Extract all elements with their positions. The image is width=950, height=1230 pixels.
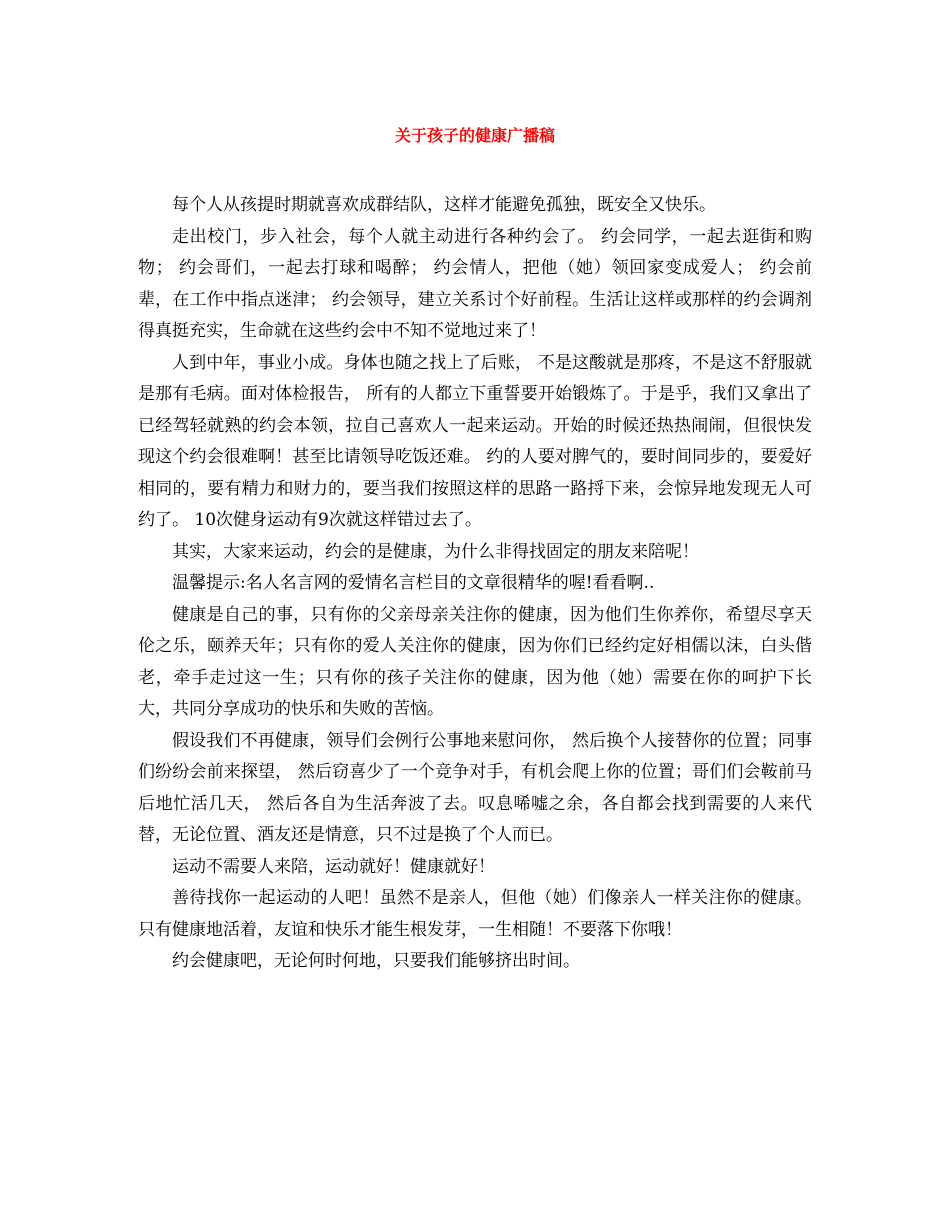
document-title: 关于孩子的健康广播稿 — [394, 126, 555, 145]
paragraph: 健康是自己的事，只有你的父亲母亲关注你的健康，因为他们生你养你，希望尽享天伦之乐，颐养天年；只有你的爱人关注你的健康，因为你们已经约定好相儒以沫，白头偕老，牵手走过这一生；只有你的孩子关注你的健康，因为他（她）需要在你的呵护下长大，共同分享成功的快乐和失败的苦恼。 — [138, 604, 812, 719]
document-body — [138, 190, 812, 978]
paragraph: 假设我们不再健康，领导们会例行公事地来慰问你， 然后换个人接替你的位置；同事们纷纷会前来探望， 然后窃喜少了一个竞争对手，有机会爬上你的位置；哥们们会鞍前马后地忙活几天， 然后各自为生活奔波了去。叹息唏嘘之余，各自都会找到需要的人来代替，无论位置、酒友还是情意，只不过是换了个人而已。 — [138, 730, 812, 845]
paragraph: 人到中年，事业小成。身体也随之找上了后账， 不是这酸就是那疼，不是这不舒服就是那有毛病。面对体检报告， 所有的人都立下重誓要开始锻炼了。于是乎，我们又拿出了已经驾轻就熟的约会本领，拉自己喜欢人一起来运动。开始的时候还热热闹闹，但很快发现这个约会很难啊！甚至比请领导吃饭还难。 约的人要对脾气的，要时间同步的，要爱好相同的，要有精力和财力的，要当我们按照这样的思路一路捋下来，会惊异地发现无人可约了。 10次健身运动有9次就这样错过去了。 — [138, 352, 812, 530]
paragraph: 每个人从孩提时期就喜欢成群结队，这样才能避免孤独，既安全又快乐。 — [172, 195, 716, 215]
paragraph: 约会健康吧，无论何时何地，只要我们能够挤出时间。 — [172, 951, 580, 971]
paragraph: 温馨提示:名人名言网的爱情名言栏目的文章很精华的喔!看看啊.. — [172, 573, 655, 593]
paragraph: 走出校门，步入社会，每个人就主动进行各种约会了。 约会同学，一起去逛街和购物； 约会哥们，一起去打球和喝醉； 约会情人，把他（她）领回家变成爱人； 约会前辈，在工作中指点迷津； 约会领导，建立关系讨个好前程。生活让这样或那样的约会调剂得真挺充实，生命就在这些约会中不知不觉地过来了！ — [138, 226, 812, 341]
paragraph: 善待找你一起运动的人吧！虽然不是亲人，但他（她）们像亲人一样关注你的健康。只有健康地活着，友谊和快乐才能生根发芽，一生相随！不要落下你哦！ — [138, 888, 812, 940]
paragraph: 其实，大家来运动，约会的是健康，为什么非得找固定的朋友来陪呢！ — [172, 541, 699, 562]
paragraph: 运动不需要人来陪，运动就好！健康就好！ — [172, 856, 495, 877]
